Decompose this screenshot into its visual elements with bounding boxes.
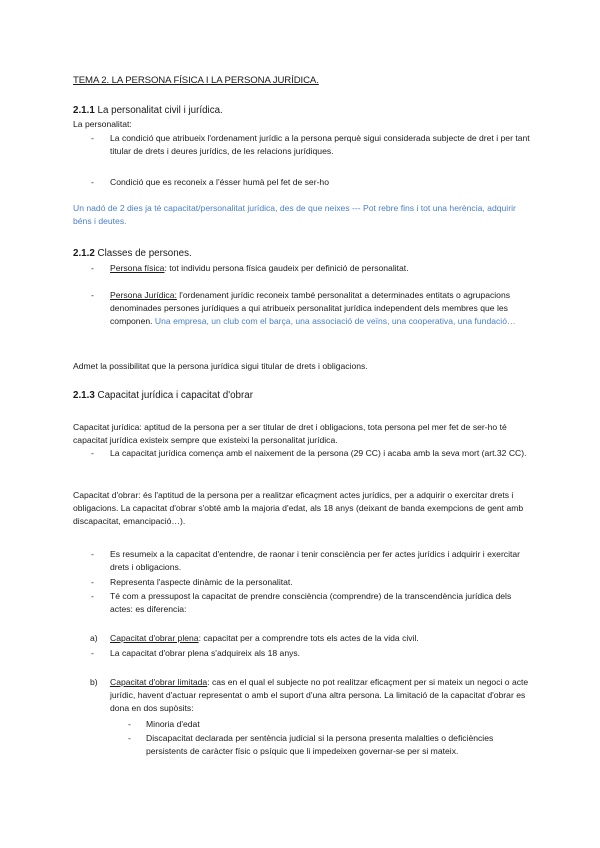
section-number: 2.1.3 bbox=[73, 390, 95, 401]
sub-list-item bbox=[73, 718, 533, 732]
list-item bbox=[73, 576, 533, 590]
list-item-text: Es resumeix a la capacitat d'entendre, de raonar i tenir consciència per fer actes jurídics i adquirir i exercitar drets i obligacions. bbox=[110, 549, 521, 572]
bullet-marker: - bbox=[91, 591, 94, 601]
list-item bbox=[73, 132, 533, 162]
list-item bbox=[73, 548, 533, 576]
list-item-text: Discapacitat declarada per sentència judicial si la persona presenta malalties o deficiències persistents de caràcter físic o psíquic que li impedeixen governar-se per si mateix. bbox=[146, 733, 494, 756]
section-title: La personalitat civil i jurídica. bbox=[97, 105, 223, 116]
bullet-marker: - bbox=[128, 719, 131, 729]
list-item-text: La condició que atribueix l'ordenament jurídic a la persona perquè sigui considerada subjecte de dret i per tant titular de drets i deures jurídics, de les relacions jurídiques. bbox=[110, 133, 530, 156]
list-item bbox=[73, 590, 533, 618]
list-item-text: Representa l'aspecte dinàmic de la personalitat. bbox=[110, 577, 293, 587]
list-item-a bbox=[73, 632, 533, 646]
page-title: TEMA 2. LA PERSONA FÍSICA I LA PERSONA JURÍDICA. bbox=[73, 75, 319, 86]
section-heading-2-1-1 bbox=[73, 104, 533, 117]
list-item-b bbox=[73, 676, 533, 718]
list-marker-b: b) bbox=[90, 677, 98, 687]
definition-text: : tot individu persona física gaudeix per definició de personalitat. bbox=[164, 263, 409, 273]
term-persona-juridica: Persona Jurídica: bbox=[110, 290, 177, 300]
list-item-text bbox=[110, 289, 530, 328]
list-item-text bbox=[110, 632, 530, 645]
capacitat-obrar-paragraph: Capacitat d'obrar: és l'aptitud de la persona per a realitzar eficaçment actes jurídics, per a adquirir o exercitar drets i obligacions. La capacitat d'obrar s'obté amb la majoria d'edat, als 18 anys (deixant de banda exempcions de gent amb discapacitat, emancipació…). bbox=[73, 490, 524, 526]
list-item-text bbox=[110, 676, 530, 715]
bullet-marker: - bbox=[91, 577, 94, 587]
definition-text: : capacitat per a comprendre tots els actes de la vida civil. bbox=[198, 633, 419, 643]
list-item-text: Té com a pressupost la capacitat de prendre consciència (comprendre) de la transcendència jurídica dels actes: es diferencia: bbox=[110, 591, 512, 614]
list-item bbox=[73, 262, 533, 276]
section-title: Capacitat jurídica i capacitat d'obrar bbox=[97, 390, 253, 401]
closing-line: Admet la possibilitat que la persona jurídica sigui titular de drets i obligacions. bbox=[73, 361, 368, 371]
definition-text: : cas en el qual el subjecte no pot realitzar eficaçment per si mateix un negoci o acte jurídic, havent d'actuar representat o amb el suport d'una altra persona. La limitació de la capacitat d'obrar es dona en dos supòsits: bbox=[110, 677, 529, 713]
list-item bbox=[73, 447, 533, 475]
term-capacitat-limitada: Capacitat d'obrar limitada bbox=[110, 677, 208, 687]
bullet-marker: - bbox=[91, 648, 94, 658]
definition-text: l'ordenament jurídic reconeix també personalitat a determinades entitats o agrupacions denominades persones jurídiques a qui atribueix personalitat jurídica independent dels membres que les componen. bbox=[110, 290, 511, 326]
list-item bbox=[73, 289, 533, 345]
bullet-marker: - bbox=[91, 549, 94, 559]
examples-text: Una empresa, un club com el barça, una associació de veïns, una cooperativa, una fundació… bbox=[152, 316, 516, 326]
personalitat-intro: La personalitat: bbox=[73, 119, 132, 129]
list-item bbox=[73, 176, 533, 190]
list-item-text: La capacitat d'obrar plena s'adquireix als 18 anys. bbox=[110, 648, 301, 658]
list-item-text: Minoria d'edat bbox=[146, 719, 200, 729]
list-item-text: Condició que es reconeix a l'ésser humà pel fet de ser-ho bbox=[110, 177, 329, 187]
term-capacitat-plena: Capacitat d'obrar plena bbox=[110, 633, 199, 643]
section-heading-2-1-2 bbox=[73, 247, 533, 260]
bullet-marker: - bbox=[91, 448, 94, 458]
bullet-marker: - bbox=[128, 733, 131, 743]
capacitat-juridica-paragraph: Capacitat jurídica: aptitud de la persona per a ser titular de dret i obligacions, tota persona pel mer fet de ser-ho té capacitat jurídica existeix sempre que existeixi la personalitat jurídica. bbox=[73, 422, 507, 445]
list-item-text bbox=[110, 262, 530, 275]
bullet-marker: - bbox=[91, 133, 94, 143]
bullet-marker: - bbox=[91, 290, 94, 300]
section-number: 2.1.2 bbox=[73, 248, 95, 259]
term-persona-fisica: Persona física bbox=[110, 263, 165, 273]
section-heading-2-1-3 bbox=[73, 389, 533, 402]
sub-list-item bbox=[73, 732, 533, 760]
list-item bbox=[73, 647, 533, 661]
example-note: Un nadó de 2 dies ja té capacitat/personalitat jurídica, des de que neixes --- Pot rebre fins i tot una herència, adquirir béns i deutes. bbox=[73, 203, 516, 226]
section-number: 2.1.1 bbox=[73, 105, 95, 116]
list-item-text: La capacitat jurídica comença amb el naixement de la persona (29 CC) i acaba amb la seva mort (art.32 CC). bbox=[110, 448, 527, 458]
list-marker-a: a) bbox=[90, 633, 98, 643]
bullet-marker: - bbox=[91, 263, 94, 273]
section-title: Classes de persones. bbox=[97, 248, 192, 259]
bullet-marker: - bbox=[91, 177, 94, 187]
